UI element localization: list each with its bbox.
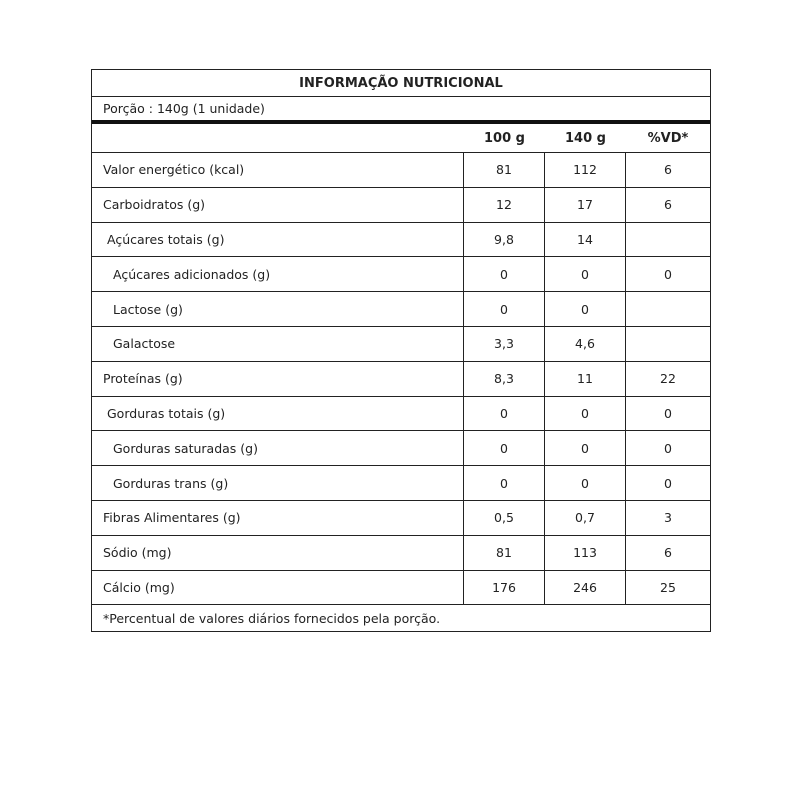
nutrient-label: Valor energético (kcal) bbox=[92, 153, 464, 187]
nutrient-label: Proteínas (g) bbox=[92, 362, 464, 396]
value-100g: 81 bbox=[464, 536, 545, 570]
table-row bbox=[92, 327, 710, 362]
nutrient-label: Sódio (mg) bbox=[92, 536, 464, 570]
table-row bbox=[92, 397, 710, 432]
table-row bbox=[92, 431, 710, 466]
value-vd bbox=[626, 327, 710, 361]
value-vd: 0 bbox=[664, 405, 672, 421]
nutrient-label: Fibras Alimentares (g) bbox=[92, 501, 464, 535]
value-140g: 4,6 bbox=[545, 327, 626, 361]
value-vd: 22 bbox=[660, 371, 676, 387]
table-row bbox=[92, 501, 710, 536]
table-row bbox=[92, 536, 710, 571]
value-100g: 0,5 bbox=[464, 501, 545, 535]
value-140g: 246 bbox=[545, 571, 626, 605]
value-140g: 0 bbox=[545, 431, 626, 465]
value-vd: 25 bbox=[660, 579, 676, 595]
value-100g: 8,3 bbox=[464, 362, 545, 396]
portion-size: Porção : 140g (1 unidade) bbox=[92, 97, 710, 124]
footnote: *Percentual de valores diários fornecidos pela porção. bbox=[103, 610, 441, 626]
value-100g: 0 bbox=[464, 431, 545, 465]
table-row bbox=[92, 257, 710, 292]
table-row bbox=[92, 292, 710, 327]
value-vd: 0 bbox=[664, 475, 672, 491]
value-140g: 17 bbox=[545, 188, 626, 222]
value-100g: 0 bbox=[464, 292, 545, 326]
value-140g: 112 bbox=[545, 153, 626, 187]
header-100g: 100 g bbox=[484, 130, 525, 146]
nutrient-label: Gorduras totais (g) bbox=[92, 397, 464, 431]
value-100g: 0 bbox=[464, 257, 545, 291]
value-vd: 6 bbox=[664, 197, 672, 213]
data-rows bbox=[92, 153, 710, 605]
value-140g: 0 bbox=[545, 397, 626, 431]
value-100g: 12 bbox=[464, 188, 545, 222]
table-row bbox=[92, 466, 710, 501]
value-100g: 0 bbox=[464, 397, 545, 431]
value-140g: 0,7 bbox=[545, 501, 626, 535]
table-row bbox=[92, 223, 710, 258]
nutrition-table bbox=[91, 69, 711, 632]
value-100g: 3,3 bbox=[464, 327, 545, 361]
value-vd: 6 bbox=[664, 162, 672, 178]
nutrient-label: Açúcares adicionados (g) bbox=[92, 257, 464, 291]
header-vd: %VD* bbox=[647, 130, 689, 146]
value-100g: 9,8 bbox=[464, 223, 545, 257]
value-vd: 0 bbox=[664, 440, 672, 456]
value-100g: 176 bbox=[464, 571, 545, 605]
nutrient-label: Gorduras trans (g) bbox=[92, 466, 464, 500]
value-140g: 113 bbox=[545, 536, 626, 570]
header-row bbox=[92, 124, 710, 153]
nutrient-label: Lactose (g) bbox=[92, 292, 464, 326]
table-row bbox=[92, 188, 710, 223]
table-row bbox=[92, 571, 710, 606]
nutrient-label: Carboidratos (g) bbox=[92, 188, 464, 222]
value-140g: 0 bbox=[545, 292, 626, 326]
value-140g: 11 bbox=[545, 362, 626, 396]
table-title: INFORMAÇÃO NUTRICIONAL bbox=[92, 70, 710, 97]
value-140g: 0 bbox=[545, 466, 626, 500]
value-vd: 6 bbox=[664, 545, 672, 561]
value-100g: 81 bbox=[464, 153, 545, 187]
value-vd bbox=[626, 292, 710, 326]
nutrient-label: Açúcares totais (g) bbox=[92, 223, 464, 257]
table-row bbox=[92, 362, 710, 397]
value-100g: 0 bbox=[464, 466, 545, 500]
value-140g: 14 bbox=[545, 223, 626, 257]
value-vd: 0 bbox=[664, 266, 672, 282]
nutrient-label: Galactose bbox=[92, 327, 464, 361]
value-vd: 3 bbox=[664, 510, 672, 526]
nutrient-label: Cálcio (mg) bbox=[92, 571, 464, 605]
nutrient-label: Gorduras saturadas (g) bbox=[92, 431, 464, 465]
header-140g: 140 g bbox=[565, 130, 606, 146]
table-row bbox=[92, 153, 710, 188]
value-vd bbox=[626, 223, 710, 257]
value-140g: 0 bbox=[545, 257, 626, 291]
